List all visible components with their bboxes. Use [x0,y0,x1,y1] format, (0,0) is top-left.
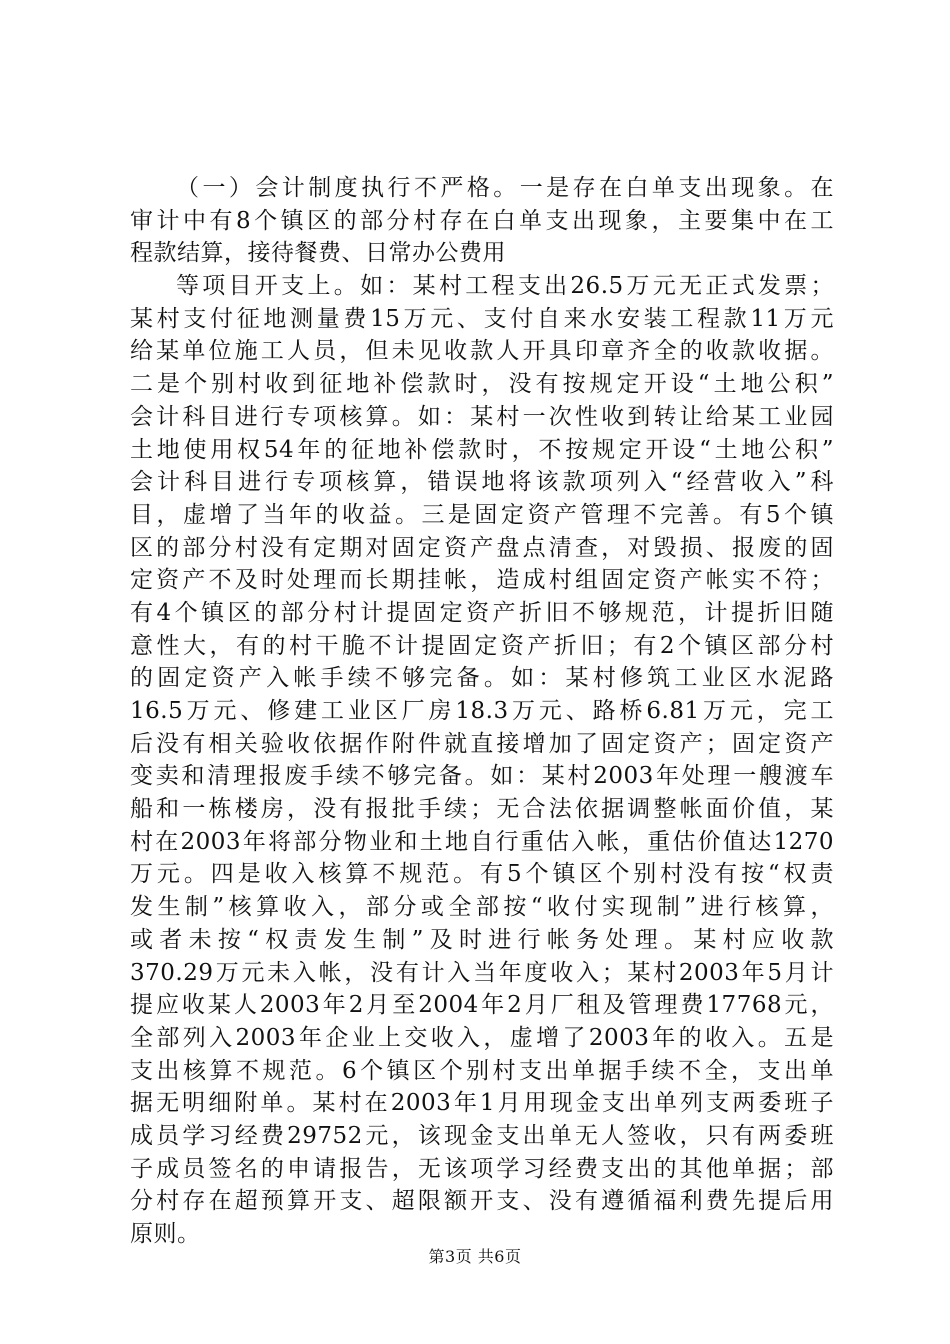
text-line: 等项目开支上。如：某村工程支出26.5万元无正式发票； [176,273,834,300]
text-line: 二是个别村收到征地补偿款时，没有按规定开设“土地公积” [130,371,834,398]
text-line: 或者未按“权责发生制”及时进行帐务处理。某村应收款 [130,926,834,953]
text-line: 全部列入2003年企业上交收入，虚增了2003年的收入。五是 [130,1024,834,1051]
text-line: 后没有相关验收依据作附件就直接增加了固定资产；固定资产 [130,730,834,757]
body-paragraphs [130,172,834,1251]
text-line: 区的部分村没有定期对固定资产盘点清查，对毁损、报废的固 [130,534,834,561]
text-line: 有4个镇区的部分村计提固定资产折旧不够规范，计提折旧随 [130,599,834,626]
page-footer: 第3页 共6页 [428,1247,522,1266]
text-line: 会计科目进行专项核算，错误地将该款项列入“经营收入”科 [130,469,834,496]
text-line: 370.29万元未入帐，没有计入当年度收入；某村2003年5月计 [130,959,834,986]
text-line: 审计中有8个镇区的部分村存在白单支出现象，主要集中在工 [130,207,834,234]
text-line: 支出核算不规范。6个镇区个别村支出单据手续不全，支出单 [130,1057,834,1084]
text-line: 的固定资产入帐手续不够完备。如：某村修筑工业区水泥路 [130,665,834,692]
text-line: 原则。 [130,1221,201,1247]
text-line: 分村存在超预算开支、超限额开支、没有遵循福利费先提后用 [130,1188,834,1215]
text-line: 村在2003年将部分物业和土地自行重估入帐，重估价值达1270 [130,828,834,855]
text-line: 万元。四是收入核算不规范。有5个镇区个别村没有按“权责 [130,861,834,888]
text-line: 某村支付征地测量费15万元、支付自来水安装工程款11万元 [130,305,834,332]
text-line: 定资产不及时处理而长期挂帐，造成村组固定资产帐实不符； [130,567,834,594]
text-line: 意性大，有的村干脆不计提固定资产折旧；有2个镇区部分村 [130,632,834,659]
text-line: 船和一栋楼房，没有报批手续；无合法依据调整帐面价值，某 [130,796,834,823]
text-line: 发生制”核算收入，部分或全部按“收付实现制”进行核算， [130,894,834,921]
text-line: 据无明细附单。某村在2003年1月用现金支出单列支两委班子 [130,1090,834,1117]
text-line: 成员学习经费29752元，该现金支出单无人签收，只有两委班 [130,1122,834,1149]
text-line: 目，虚增了当年的收益。三是固定资产管理不完善。有5个镇 [130,501,834,528]
text-line: 会计科目进行专项核算。如：某村一次性收到转让给某工业园 [130,403,834,430]
text-line: 提应收某人2003年2月至2004年2月厂租及管理费17768元， [130,992,834,1019]
text-line: 程款结算，接待餐费、日常办公费用 [130,240,506,267]
text-line: 子成员签名的申请报告，无该项学习经费支出的其他单据；部 [130,1155,834,1182]
text-line: 土地使用权54年的征地补偿款时，不按规定开设“土地公积” [130,436,834,463]
text-line: 变卖和清理报废手续不够完备。如：某村2003年处理一艘渡车 [130,763,834,790]
text-line: （一）会计制度执行不严格。一是存在白单支出现象。在 [176,175,834,201]
text-line: 给某单位施工人员，但未见收款人开具印章齐全的收款收据。 [130,338,834,365]
text-line: 16.5万元、修建工业区厂房18.3万元、路桥6.81万元，完工 [130,698,834,724]
